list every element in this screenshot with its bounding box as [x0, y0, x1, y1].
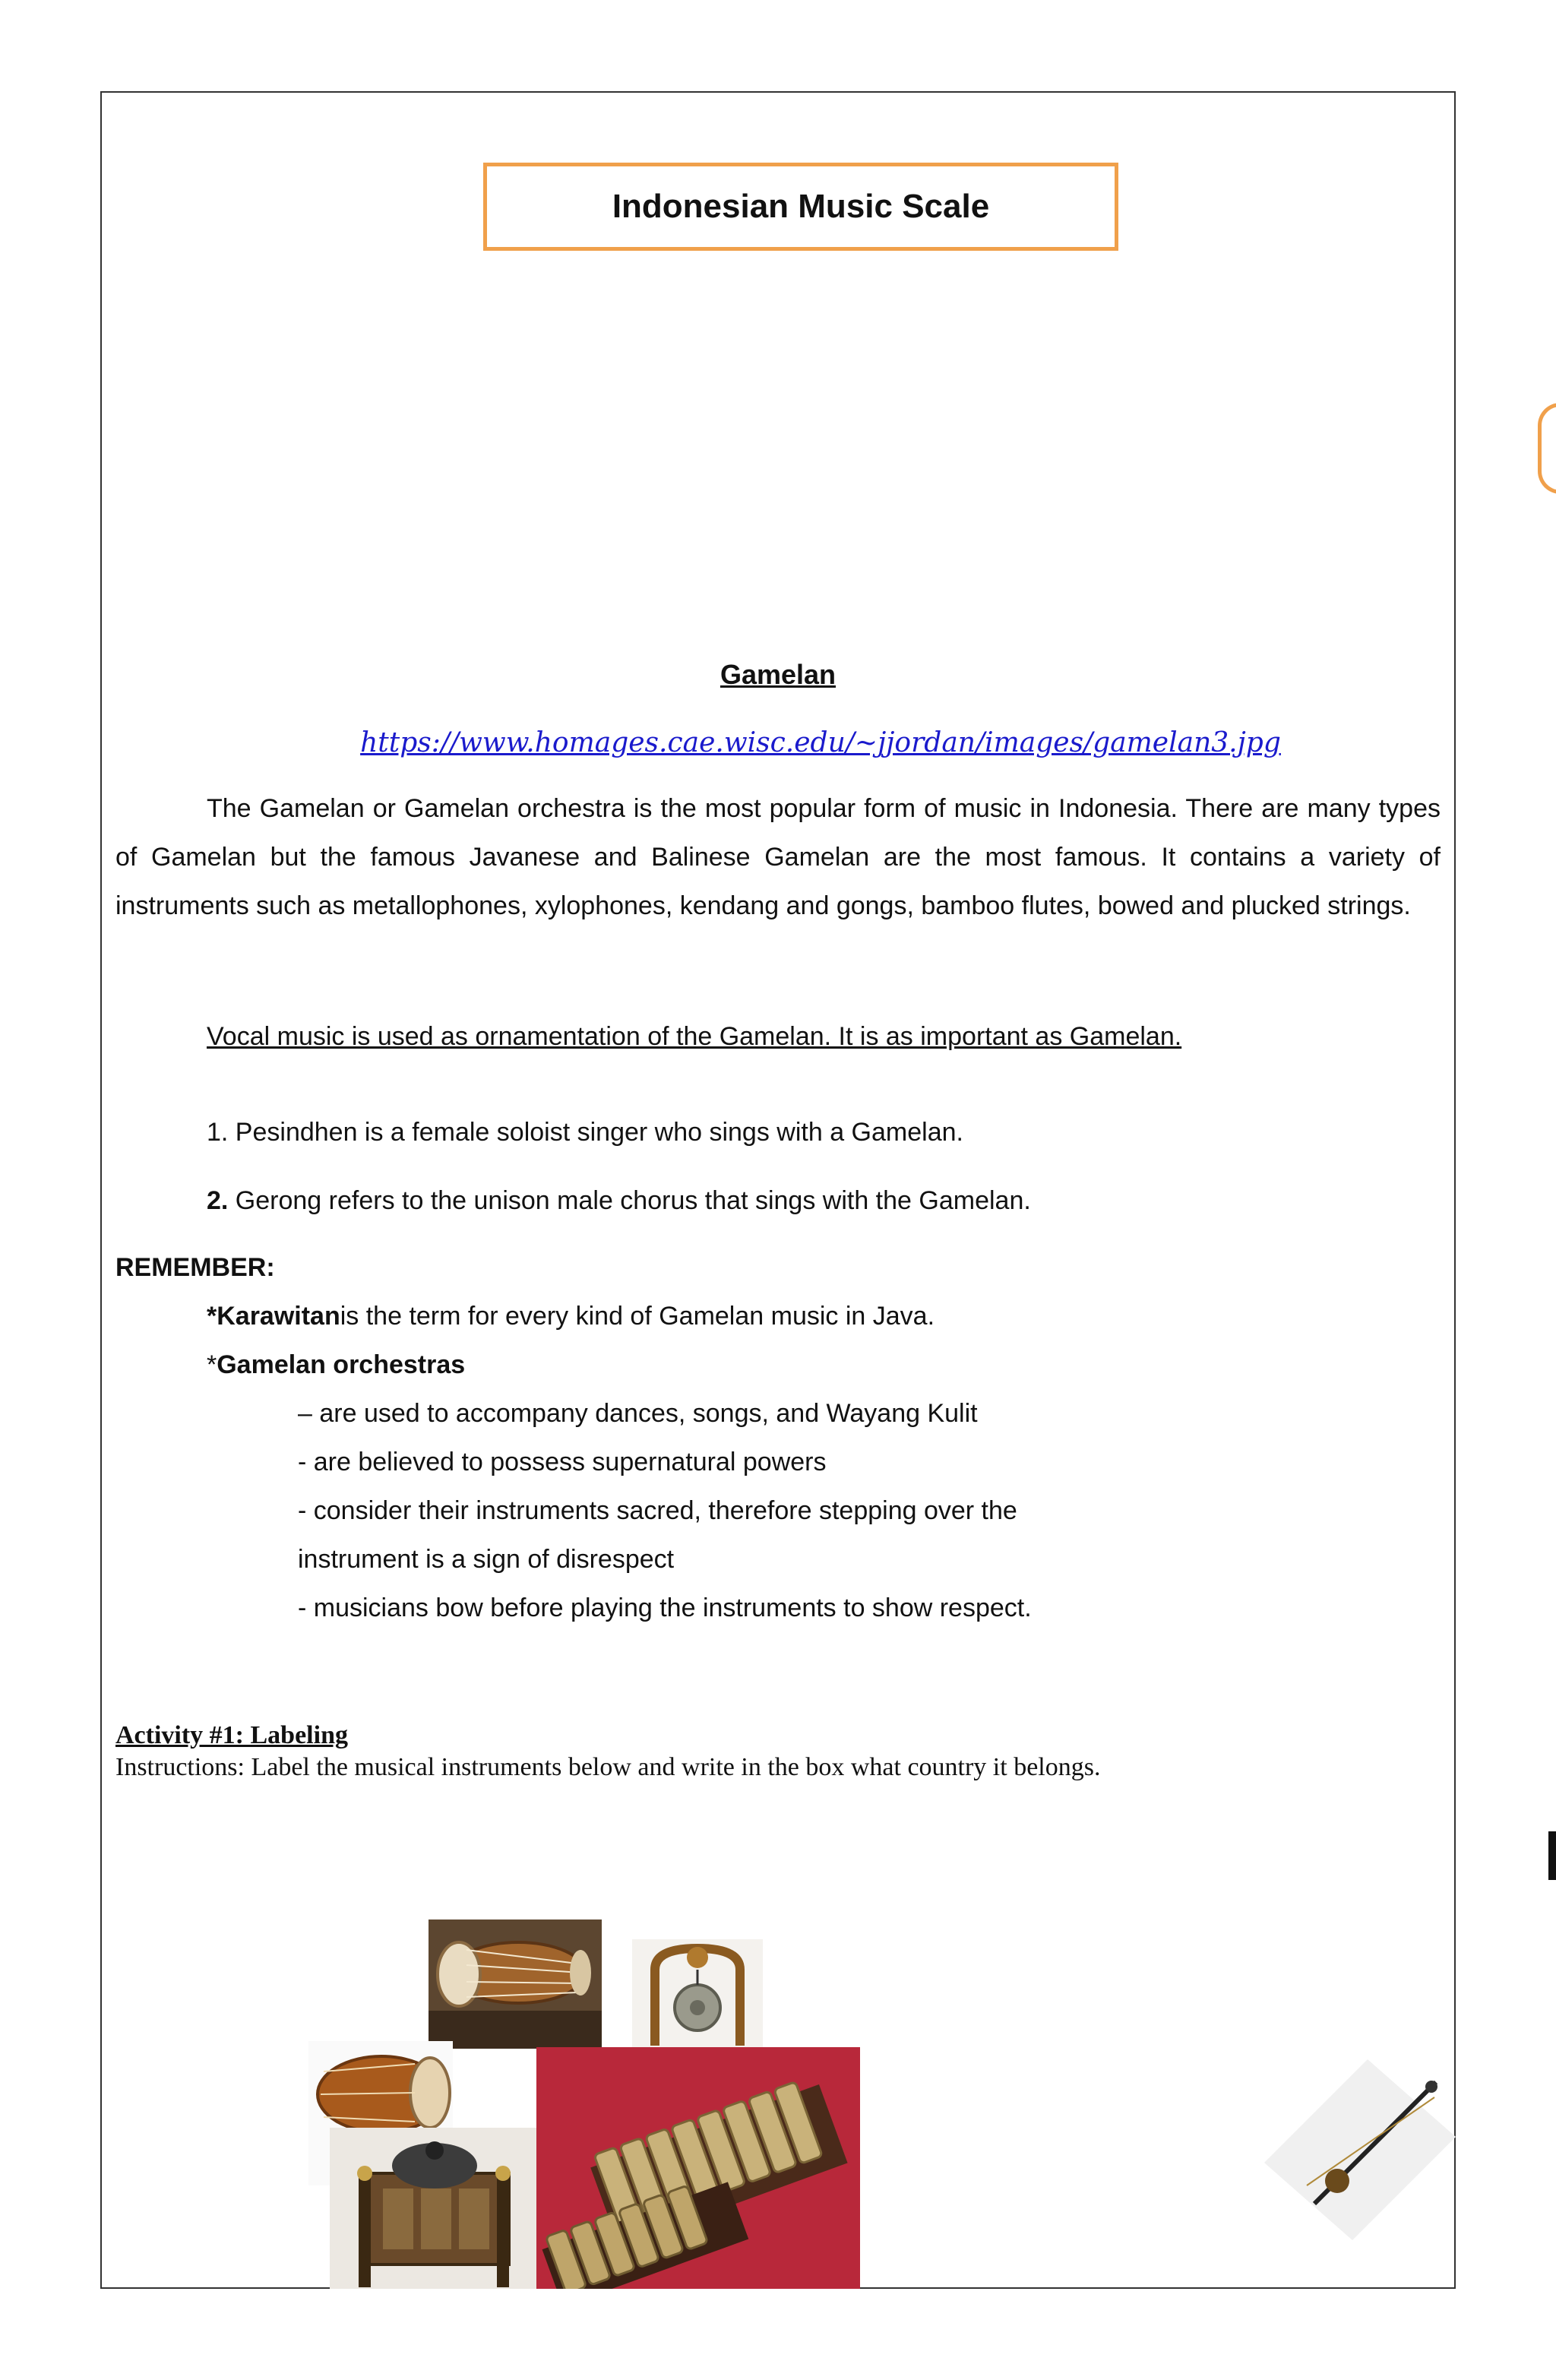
gong-image [632, 1939, 763, 2053]
orchestra-line [207, 1340, 465, 1389]
bonang-image [330, 2128, 538, 2289]
list-number: 2. [207, 1186, 229, 1215]
intro-paragraph [115, 784, 1441, 930]
orchestra-star: * [207, 1350, 217, 1379]
page-title: Indonesian Music Scale [612, 188, 990, 225]
title-box [483, 163, 1118, 251]
bullet-item: - musicians bow before playing the instruments to show respect. [298, 1594, 1032, 1622]
bullet-item: – are used to accompany dances, songs, and Wayang Kulit [298, 1399, 978, 1428]
bullet-item: - are believed to possess supernatural powers [298, 1448, 827, 1476]
edge-mark [1548, 1831, 1556, 1880]
edge-mark [1538, 403, 1556, 494]
bullet-item: - consider their instruments sacred, therefore stepping over the [298, 1496, 1017, 1525]
saron-image [536, 2047, 860, 2289]
orchestra-term: Gamelan orchestras [217, 1350, 466, 1379]
source-link[interactable]: https://www.homages.cae.wisc.edu/~jjordan/images/gamelan3.jpg [360, 727, 1281, 758]
karawitan-line [207, 1292, 935, 1340]
section-heading: Gamelan [719, 659, 837, 690]
rebab-image [1261, 2052, 1459, 2242]
bullet-item: instrument is a sign of disrespect [298, 1545, 675, 1574]
karawitan-text: is the term for every kind of Gamelan music in Java. [340, 1302, 935, 1331]
list-item [207, 1176, 1031, 1225]
activity-heading: Activity #1: Labeling [115, 1721, 348, 1749]
vocal-note: Vocal music is used as ornamentation of the Gamelan. It is as important as Gamelan. [207, 1022, 1182, 1051]
remember-heading: REMEMBER: [115, 1253, 275, 1282]
karawitan-term: *Karawitan [207, 1302, 340, 1331]
list-item: 1. Pesindhen is a female soloist singer who sings with a Gamelan. [207, 1118, 963, 1147]
list-text: Gerong refers to the unison male chorus that sings with the Gamelan. [228, 1186, 1031, 1215]
kendang-drum-image [429, 1920, 602, 2049]
activity-instructions: Instructions: Label the musical instruments below and write in the box what country it belongs. [115, 1753, 1101, 1781]
intro-text: The Gamelan or Gamelan orchestra is the most popular form of music in Indonesia. There are many types of Gamelan but the famous Javanese and Balinese Gamelan are the most famous. It contains a variety of instruments such as metallophones, xylophones, kendang and gongs, bamboo flutes, bowed and plucked strings. [115, 794, 1441, 920]
